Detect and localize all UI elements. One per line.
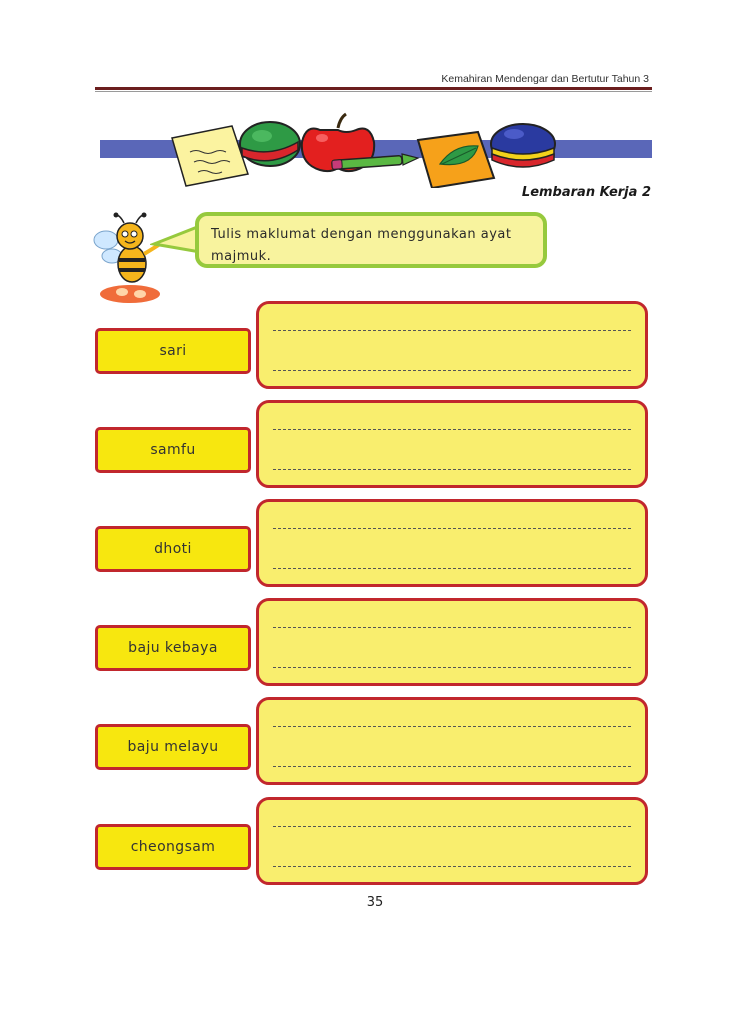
writing-line[interactable] — [273, 826, 631, 827]
word-label: samfu — [95, 427, 251, 473]
paper-note-icon — [172, 126, 248, 186]
word-label: dhoti — [95, 526, 251, 572]
writing-line[interactable] — [273, 667, 631, 668]
writing-line[interactable] — [273, 726, 631, 727]
writing-line[interactable] — [273, 370, 631, 371]
writing-line[interactable] — [273, 429, 631, 430]
answer-box[interactable] — [256, 598, 648, 686]
school-supplies-illustration — [150, 108, 510, 188]
word-label: cheongsam — [95, 824, 251, 870]
word-label: sari — [95, 328, 251, 374]
word-label: baju kebaya — [95, 625, 251, 671]
instruction-bubble — [195, 212, 547, 268]
answer-box[interactable] — [256, 697, 648, 785]
answer-box[interactable] — [256, 499, 648, 587]
writing-line[interactable] — [273, 866, 631, 867]
answer-box[interactable] — [256, 301, 648, 389]
ball-icon — [240, 122, 300, 166]
header-rule — [95, 87, 652, 90]
leaf-card-icon — [418, 132, 494, 188]
writing-line[interactable] — [273, 766, 631, 767]
writing-line[interactable] — [273, 469, 631, 470]
word-label: baju melayu — [95, 724, 251, 770]
page-number: 35 — [366, 895, 384, 910]
writing-line[interactable] — [273, 627, 631, 628]
header-rule-thin — [95, 91, 652, 92]
cap-icon — [488, 122, 558, 172]
worksheet-title: Lembaran Kerja 2 — [521, 185, 651, 200]
answer-box[interactable] — [256, 797, 648, 885]
writing-line[interactable] — [273, 528, 631, 529]
writing-line[interactable] — [273, 330, 631, 331]
instruction-text: Tulis maklumat dengan menggunakan ayat majmuk. — [211, 227, 512, 264]
writing-line[interactable] — [273, 568, 631, 569]
answer-box[interactable] — [256, 400, 648, 488]
header-title: Kemahiran Mendengar dan Bertutur Tahun 3 — [441, 73, 649, 85]
